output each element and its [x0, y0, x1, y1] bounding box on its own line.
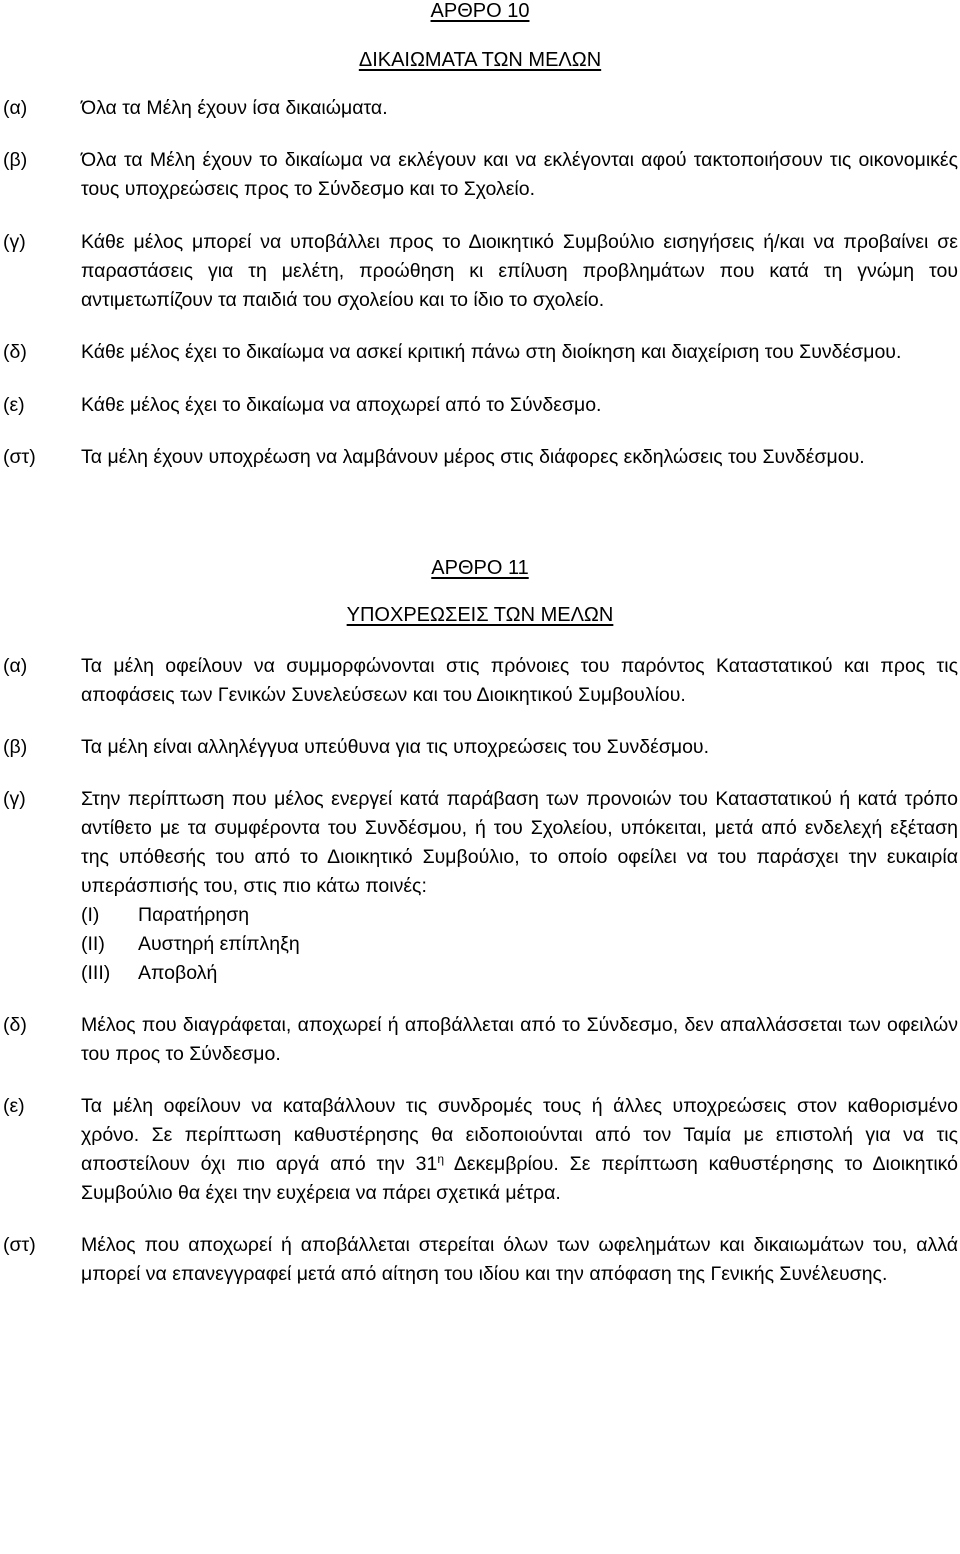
item-text: [81, 1092, 958, 1208]
item-marker: (γ): [3, 788, 26, 810]
article-11-item-e: [0, 1092, 960, 1208]
item-marker: (β): [3, 736, 28, 758]
article-10-item-a: [0, 94, 960, 123]
item-text-part-1: Τα μέλη οφείλουν να καταβάλλουν τις συνδρομές τους ή άλλες υποχρεώσεις στον καθορισμένο χρόνο. Σε περίπτωση καθυστέρησης θα ειδοποιούνται από τον Ταμία με επιστολή για να τις αποστείλουν όχι πιο αργά από την 31: [81, 1095, 958, 1175]
item-text: Όλα τα Μέλη έχουν το δικαίωμα να εκλέγουν και να εκλέγονται αφού τακτοποιήσουν τις οικονομικές τους υποχρεώσεις προς το Σύνδεσμο και το Σχολείο.: [81, 149, 958, 200]
penalty-label: Αυστηρή επίπληξη: [138, 933, 300, 955]
penalty-list: [81, 901, 958, 988]
item-text: Όλα τα Μέλη έχουν ίσα δικαιώματα.: [81, 97, 388, 119]
penalty-number: (ΙΙ): [81, 933, 105, 955]
article-10-item-f: [0, 443, 960, 472]
item-text-part-2: Δεκεμβρίου. Σε περίπτωση καθυστέρησης το Διοικητικό Συμβούλιο θα έχει την ευχέρεια να πάρει σχετικά μέτρα.: [81, 1153, 959, 1204]
item-text: Στην περίπτωση που μέλος ενεργεί κατά παράβαση των προνοιών του Καταστατικού ή κατά τρόπο αντίθετο με τα συμφέροντα του Συνδέσμου, ή του Σχολείου, υπόκειται, μετά από ενδελεχή εξέταση της υπόθεσής του από το Διοικητικό Συμβούλιο, το οποίο οφείλει να του παράσχει την ευκαιρία υπεράσπισής του, στις πιο κάτω ποινές:: [81, 788, 958, 897]
penalty-item: [81, 930, 958, 959]
item-marker: (δ): [3, 1014, 27, 1036]
article-11-item-f: [0, 1231, 960, 1289]
article-10-subtitle: ΔΙΚΑΙΩΜΑΤΑ ΤΩΝ ΜΕΛΩΝ: [358, 49, 602, 71]
item-text: Κάθε μέλος μπορεί να υποβάλλει προς το Διοικητικό Συμβούλιο εισηγήσεις ή/και να προβαίνει σε παραστάσεις για τη μελέτη, προώθηση κι επίλυση προβλημάτων που κατά τη γνώμη του αντιμετωπίζουν τα παιδιά του σχολείου και το ίδιο το σχολείο.: [81, 231, 958, 311]
article-10-item-c: [0, 228, 960, 315]
penalty-label: Παρατήρηση: [138, 904, 250, 926]
article-11-item-b: [0, 733, 960, 762]
item-text: Μέλος που διαγράφεται, αποχωρεί ή αποβάλλεται από το Σύνδεσμο, δεν απαλλάσσεται των οφειλών του προς το Σύνδεσμο.: [81, 1014, 958, 1065]
article-10-item-e: [0, 391, 960, 420]
item-marker: (στ): [3, 446, 36, 468]
item-text: Τα μέλη έχουν υποχρέωση να λαμβάνουν μέρος στις διάφορες εκδηλώσεις του Συνδέσμου.: [81, 446, 865, 468]
item-marker: (ε): [3, 394, 25, 416]
item-marker: (δ): [3, 341, 27, 363]
item-marker: (α): [3, 97, 28, 119]
article-11-item-a: [0, 652, 960, 710]
item-text: Κάθε μέλος έχει το δικαίωμα να ασκεί κριτική πάνω στη διοίκηση και διαχείριση του Συνδέσμου.: [81, 341, 902, 363]
item-marker: (α): [3, 655, 28, 677]
item-text: Μέλος που αποχωρεί ή αποβάλλεται στερείται όλων των ωφελημάτων και δικαιωμάτων του, αλλά μπορεί να επανεγγραφεί μετά από αίτηση του ιδίου και την απόφαση της Γενικής Συνέλευσης.: [81, 1234, 958, 1285]
item-marker: (ε): [3, 1095, 25, 1117]
article-10-item-b: [0, 146, 960, 204]
penalty-item: [81, 959, 958, 988]
item-marker: (β): [3, 149, 28, 171]
ordinal-superscript: η: [437, 1152, 445, 1166]
penalty-number: (ΙΙΙ): [81, 962, 111, 984]
article-11-item-d: [0, 1011, 960, 1069]
article-10-title: ΑΡΘΡΟ 10: [430, 0, 530, 22]
article-11-title: ΑΡΘΡΟ 11: [431, 557, 529, 579]
article-11-subtitle: ΥΠΟΧΡΕΩΣΕΙΣ ΤΩΝ ΜΕΛΩΝ: [346, 604, 614, 626]
penalty-item: [81, 901, 958, 930]
item-text: Κάθε μέλος έχει το δικαίωμα να αποχωρεί από το Σύνδεσμο.: [81, 394, 602, 416]
article-11-item-c: [0, 785, 960, 988]
article-10-item-d: [0, 338, 960, 367]
item-text: Τα μέλη οφείλουν να συμμορφώνονται στις πρόνοιες του παρόντος Καταστατικού και προς τις αποφάσεις των Γενικών Συνελεύσεων και του Διοικητικού Συμβουλίου.: [81, 655, 958, 706]
item-marker: (γ): [3, 231, 26, 253]
penalty-label: Αποβολή: [138, 962, 218, 984]
item-text: Τα μέλη είναι αλληλέγγυα υπεύθυνα για τις υποχρεώσεις του Συνδέσμου.: [81, 736, 710, 758]
penalty-number: (Ι): [81, 904, 100, 926]
item-marker: (στ): [3, 1234, 36, 1256]
